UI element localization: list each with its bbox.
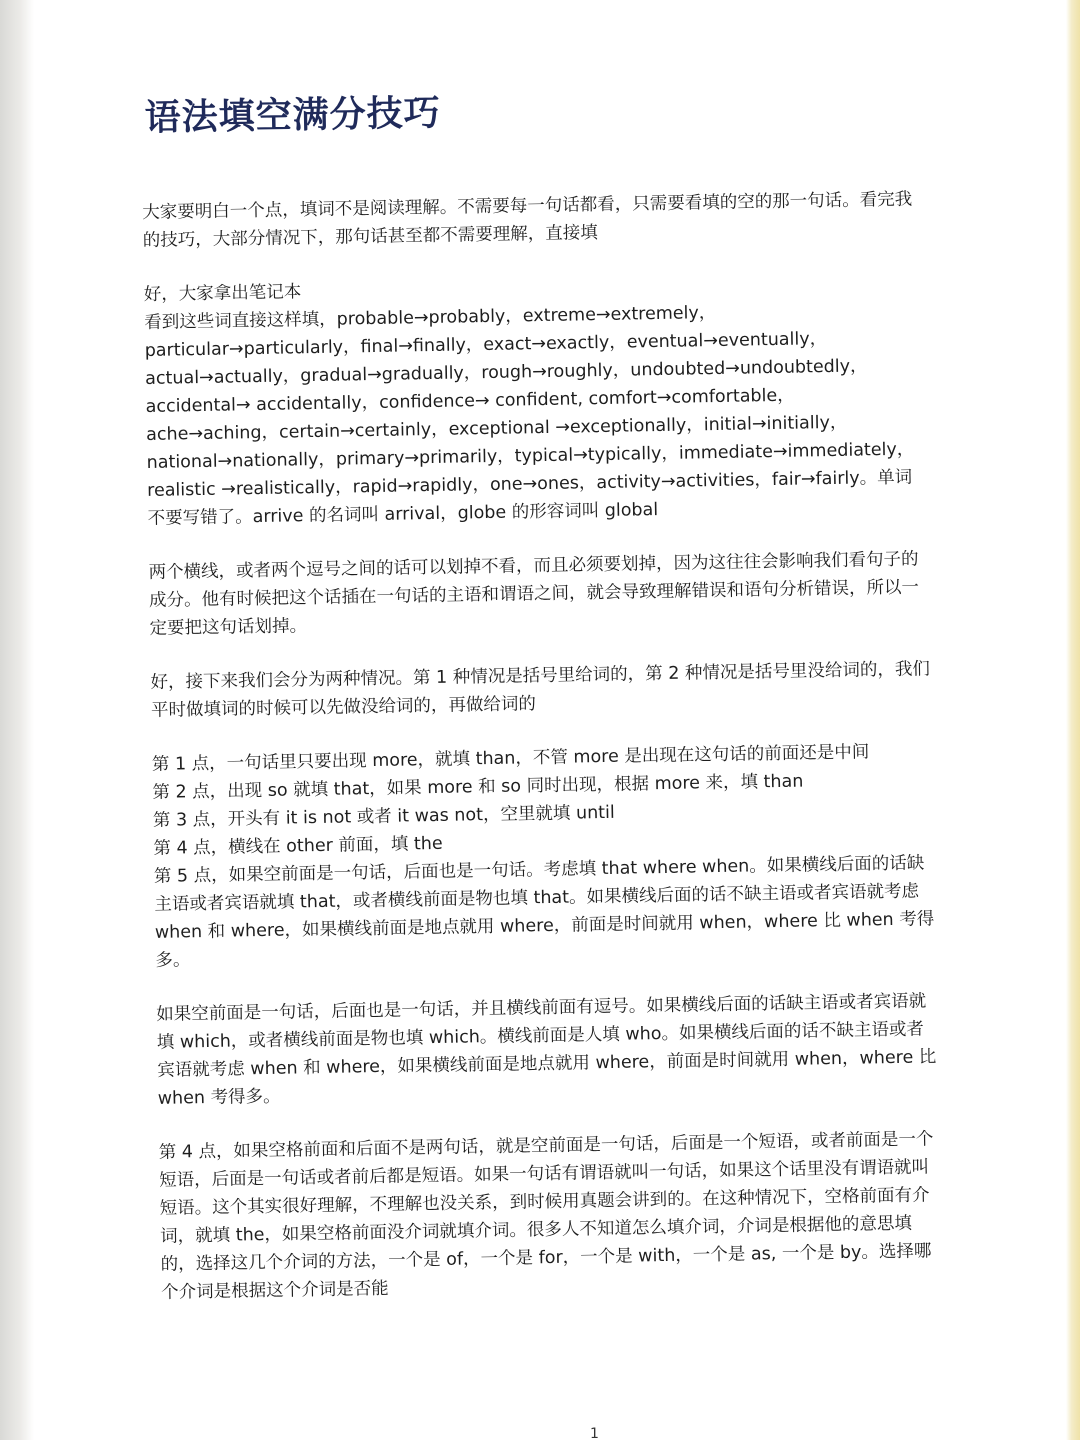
paragraph-text: 如果空前面是一句话，后面也是一句话，并且横线前面有逗号。如果横线后面的话缺主语或者宾语就填 which，或者横线前面是物也填 which。横线前面是人填 who。如果横线后面的话不缺主语或者宾语就考虑 when 和 where，如果横线前面是地点就用 where，前面是时间就用 when，where 比 when 考得多。 — [156, 991, 937, 1109]
dash-comma-paragraph — [148, 545, 929, 643]
intro-paragraph — [142, 185, 923, 255]
paragraph-text: 两个横线，或者两个逗号之间的话可以划掉不看，而且必须要划掉，因为这往往会影响我们看句子的成分。他有时候把这个话插在一句话的主语和谓语之间，就会导致理解错误和语句分析错误，所以一定要把这句话划掉。 — [148, 549, 920, 639]
preposition-paragraph — [158, 1125, 941, 1307]
paragraph-line: 看到这些词直接这样填，probable→probably，extreme→extremely，particular→particularly，final→finally，exact→exactly，eventual→eventually，actual→actually，gradual→gradually，rough→roughly，undoubted→undoubtedly，accidental→ accidentally，confidence→ confident, comfort→comfortable，ache→aching，certain→certainly，exceptional →exceptionally，initial→initially，national→nationally，primary→primarily，typical→typically，immediate→immediately，realistic →realistically，rapid→rapidly，one→ones，activity→activities，fair→fairly。单词不要写错了。arrive 的名词叫 arrival，globe 的形容词叫 global — [144, 302, 915, 529]
relative-clause-paragraph — [156, 987, 938, 1113]
paragraph-text: 好，接下来我们会分为两种情况。第 1 种情况是括号里给词的，第 2 种情况是括号里没给词的，我们平时做填词的时候可以先做没给词的，再做给词的 — [150, 659, 931, 721]
rule-line: 第 4 点，横线在 other 前面，填 the — [153, 833, 443, 859]
page-spine-shadow — [0, 0, 34, 1440]
paragraph-line: 好，大家拿出笔记本 — [143, 282, 302, 305]
rule-line: 第 1 点，一句话里只要出现 more，就填 than，不管 more 是出现在这句话的前面还是中间 — [151, 742, 870, 775]
rule-line: 第 5 点，如果空前面是一句话，后面也是一句话。考虑填 that where when。如果横线后面的话缺主语或者宾语就填 that，或者横线前面是物也填 that。如果横线后面的话不缺主语或者宾语就考虑 when 和 where，如果横线前面是地点就用 where，前面是时间就用 when，where 比 when 考得多。 — [153, 853, 935, 971]
word-list-paragraph — [144, 267, 928, 533]
rule-line: 第 2 点，出现 so 就填 that，如果 more 和 so 同时出现，根据 more 来，填 than — [152, 771, 804, 803]
rule-line: 第 3 点，开头有 it is not 或者 it was not，空里就填 until — [152, 802, 615, 831]
page-title: 语法填空满分技巧 — [144, 92, 441, 139]
two-cases-paragraph — [150, 655, 931, 725]
page-edge — [1066, 0, 1080, 1440]
paragraph-text: 大家要明白一个点，填词不是阅读理解。不需要每一句话都看，只需要看填的空的那一句话。看完我的技巧，大部分情况下，那句话甚至都不需要理解，直接填 — [142, 189, 913, 251]
rules-list-paragraph — [152, 737, 936, 975]
page-content — [140, 66, 942, 1332]
paragraph-text: 第 4 点，如果空格前面和后面不是两句话，就是空前面是一句话，后面是一个短语，或者前面是一个短语，后面是一句话或者前后都是短语。如果一句话有谓语就叫一句话，如果这个话里没有谓语就叫短语。这个其实很好理解，不理解也没关系，到时候用真题会讲到的。在这种情况下，空格前面有介词，就填 the，如果空格前面没介词就填介词。很多人不知道怎么填介词，介词是根据他的意思填的，选择这几个介词的方法，一个是 of，一个是 for，一个是 with，一个是 as, 一个是 by。选择哪个介词是根据这个介词是否能 — [158, 1129, 934, 1303]
page-number: 1 — [590, 1426, 599, 1440]
